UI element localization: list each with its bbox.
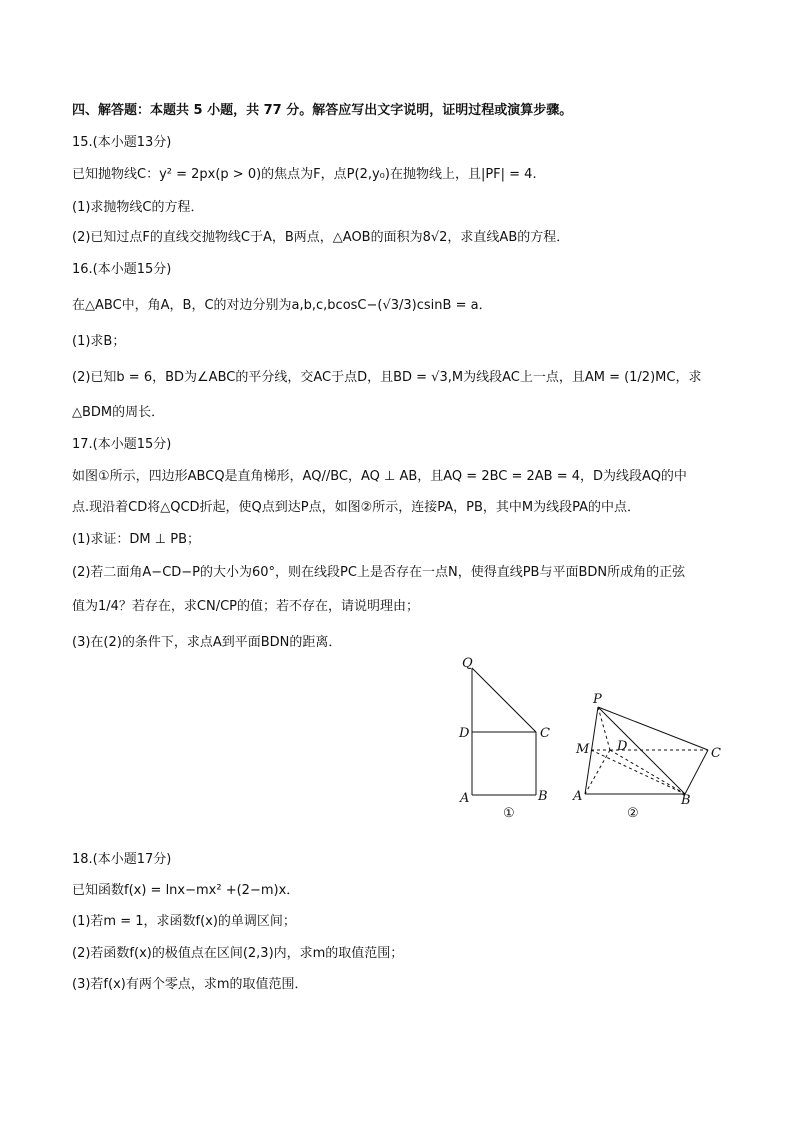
q18-part1: (1)若m = 1，求函数f(x)的单调区间； [72, 914, 296, 929]
q15-header: 15.(本小题13分) [72, 135, 172, 150]
q18-part3: (3)若f(x)有两个零点，求m的取值范围． [72, 977, 308, 992]
dashed-mb [591, 750, 685, 794]
q17-part1: (1)求证：DM ⊥ PB； [72, 532, 200, 547]
q18-part2: (2)若函数f(x)的极值点在区间(2,3)内，求m的取值范围； [72, 946, 404, 961]
edge-bc [685, 750, 708, 794]
label-a: A [573, 789, 583, 804]
q18-stem: 已知函数f(x) = lnx−mx² +(2−m)x． [72, 883, 300, 898]
label-b: B [538, 789, 548, 804]
label-d: D [617, 739, 628, 754]
label-a: A [460, 791, 470, 806]
label-c: C [540, 726, 550, 741]
q17-part3: (3)在(2)的条件下，求点A到平面BDN的距离． [72, 635, 342, 650]
label-c: C [711, 746, 721, 761]
edge-pc [598, 707, 708, 750]
q16-part2-line1: (2)已知b = 6，BD为∠ABC的平分线，交AC于点D，且BD = √3,M为线段AC上一点，且AM = (1/2)MC，求 [72, 370, 702, 385]
q17-part2-line1: (2)若二面角A−CD−P的大小为60°，则在线段PC上是否存在一点N，使得直线PB与平面BDN所成角的正弦 [72, 565, 686, 580]
segment-qc [472, 668, 536, 732]
q15-part2: (2)已知过点F的直线交抛物线C于A，B两点，△AOB的面积为8√2，求直线AB的方程． [72, 230, 570, 245]
q17-header: 17.(本小题15分) [72, 437, 172, 452]
label-m: M [576, 742, 590, 757]
figure-2-pyramid [565, 680, 735, 825]
label-d: D [459, 726, 470, 741]
figure-1-trapezoid [440, 650, 570, 825]
q17-stem-line1: 如图①所示，四边形ABCQ是直角梯形，AQ//BC，AQ ⊥ AB，且AQ = 2BC = 2AB = 4，D为线段AQ的中 [72, 469, 687, 484]
q17-part2-line2: 值为1/4？若存在，求CN/CP的值；若不存在，请说明理由； [72, 599, 420, 614]
q18-header: 18.(本小题17分) [72, 852, 172, 867]
label-b: B [681, 793, 691, 808]
q16-header: 16.(本小题15分) [72, 262, 172, 277]
q16-part1: (1)求B； [72, 334, 126, 349]
q16-stem: 在△ABC中，角A，B，C的对边分别为a,b,c,bcosC−(√3/3)csinB = a． [72, 298, 492, 313]
label-q: Q [462, 656, 473, 671]
q16-part2-line2: △BDM的周长． [72, 405, 165, 420]
figure-2-caption: ② [627, 806, 639, 821]
q15-stem: 已知抛物线C：y² = 2px(p > 0)的焦点为F，点P(2,y₀)在抛物线上，且|PF| = 4. [72, 167, 537, 182]
section-header: 四、解答题：本题共 5 小题，共 77 分。解答应写出文字说明，证明过程或演算步骤。 [72, 103, 573, 118]
label-p: P [593, 692, 602, 707]
figure-1-caption: ① [503, 806, 515, 821]
q17-stem-line2: 点.现沿着CD将△QCD折起，使Q点到达P点，如图②所示，连接PA，PB，其中M为线段PA的中点． [72, 500, 641, 515]
q15-part1: (1)求抛物线C的方程． [72, 200, 204, 215]
